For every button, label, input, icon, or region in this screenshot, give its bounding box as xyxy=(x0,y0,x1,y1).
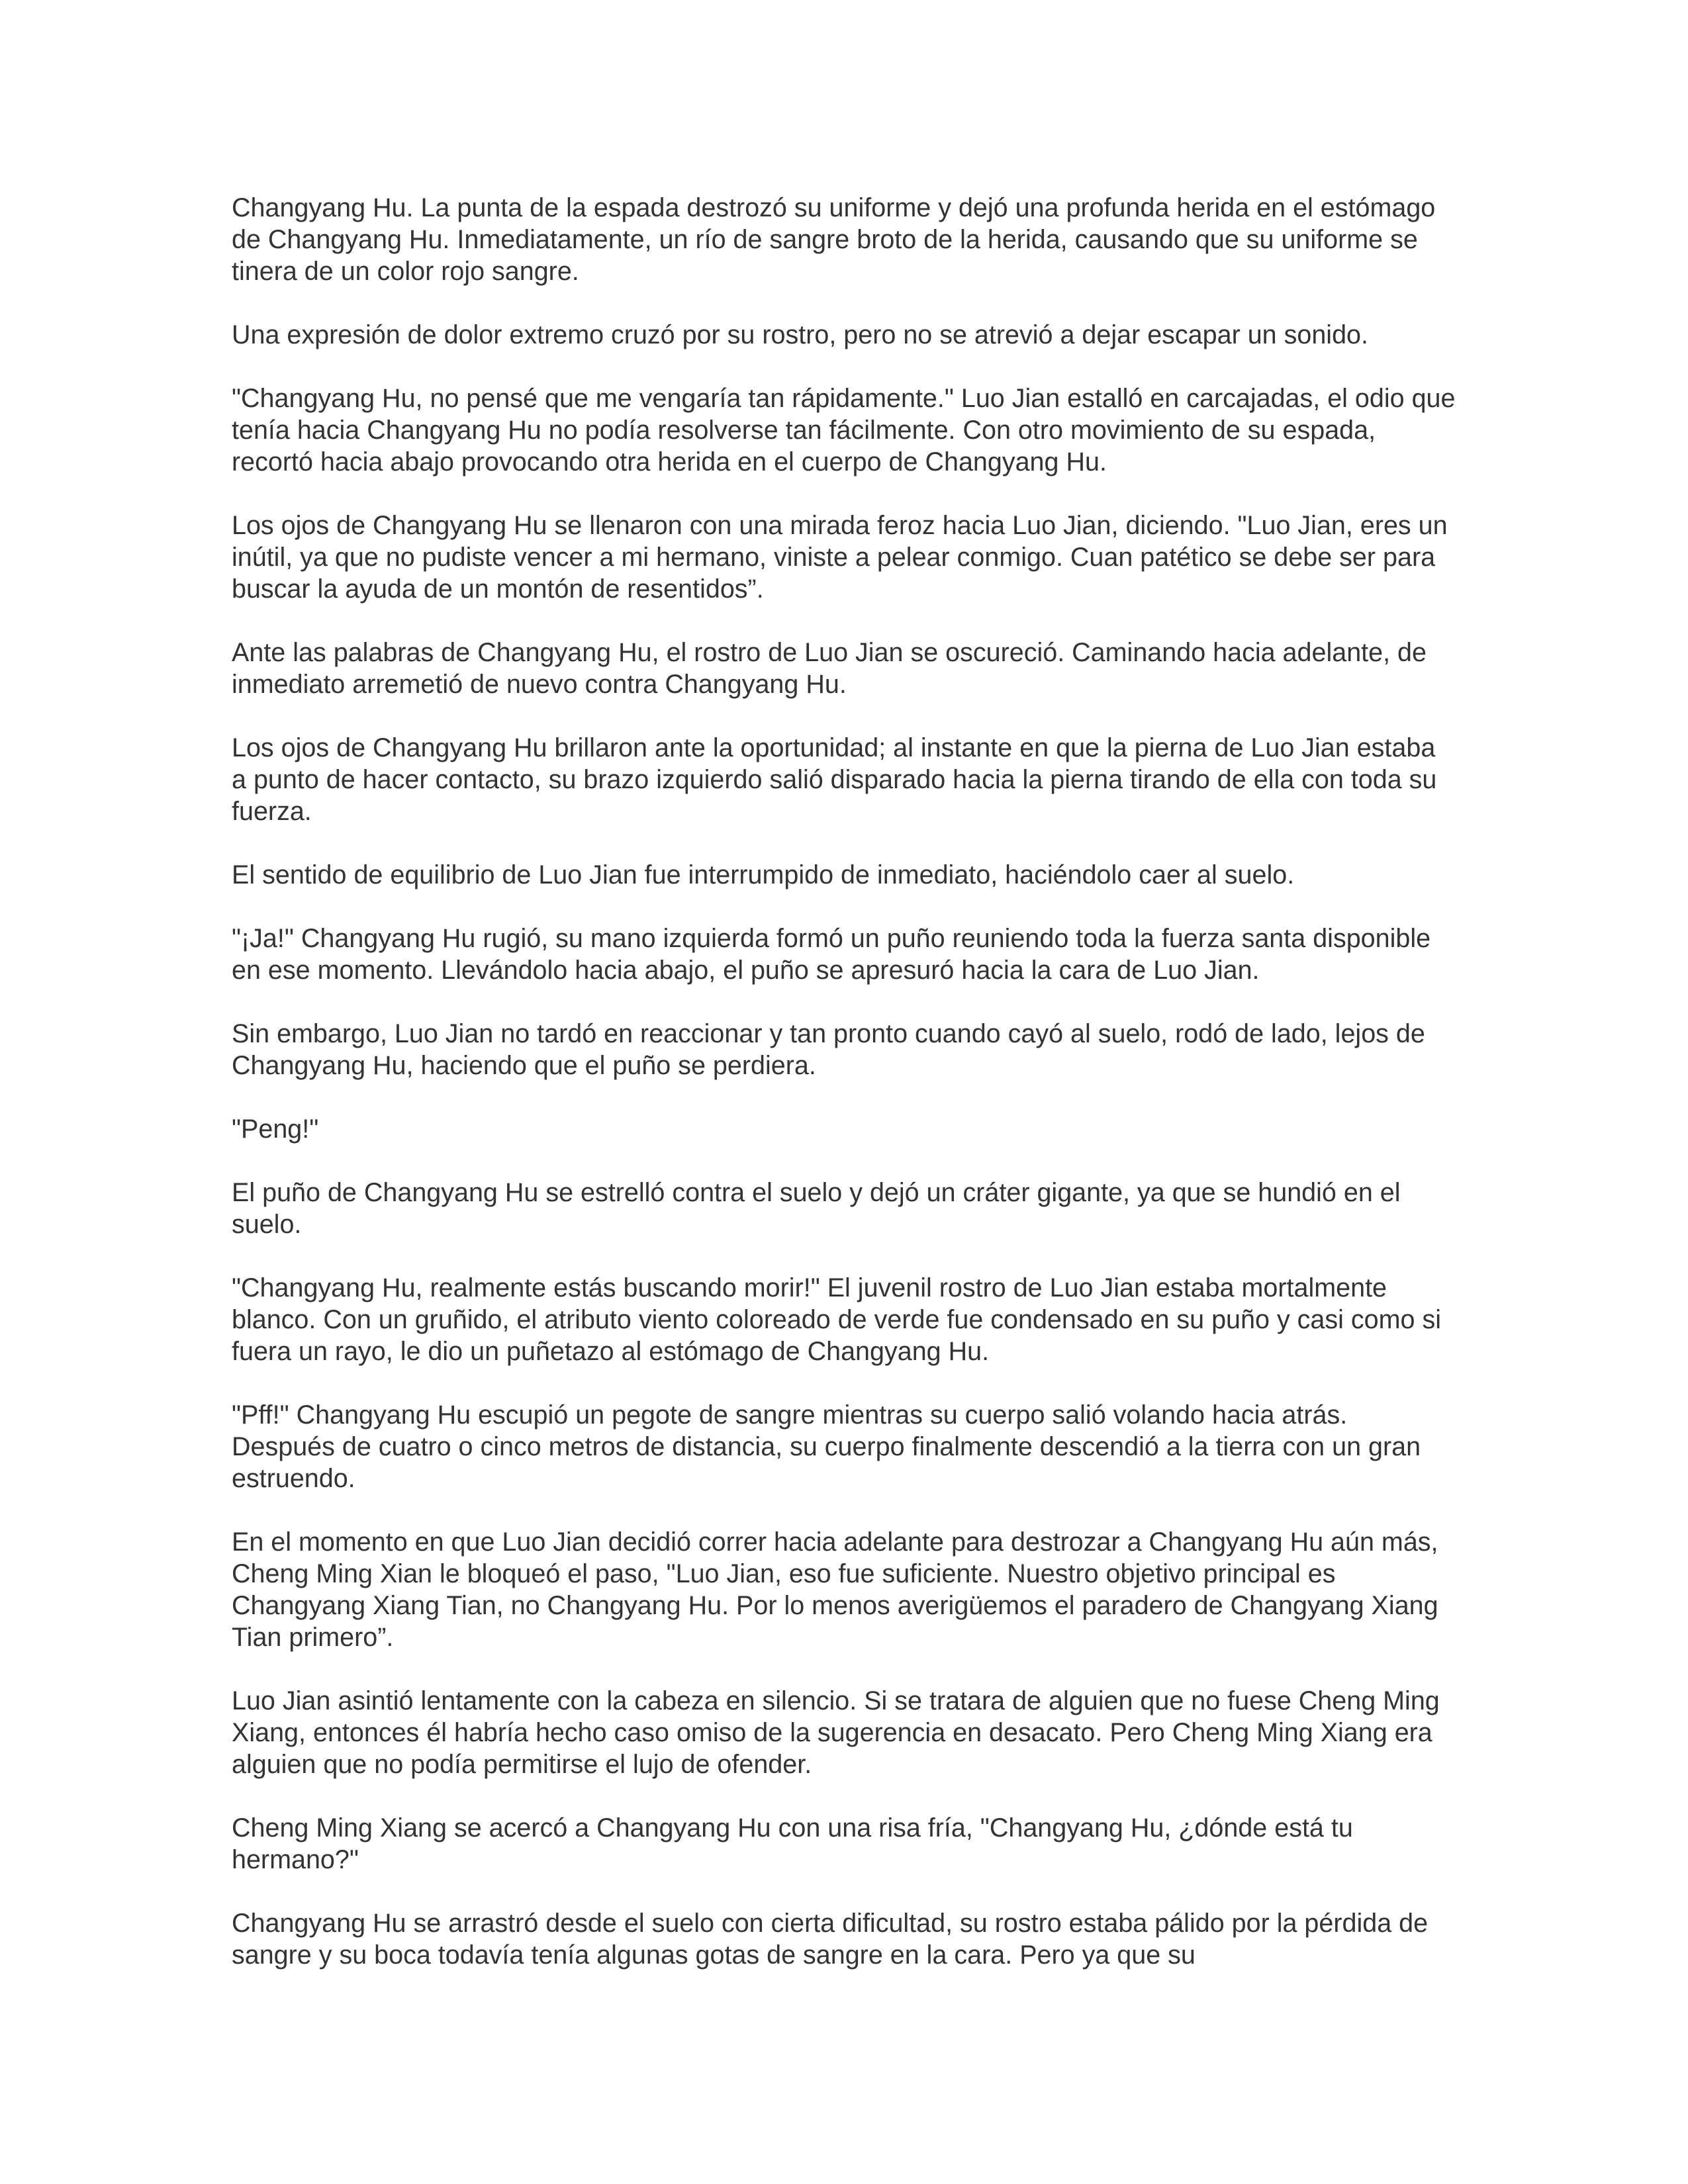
paragraph: Una expresión de dolor extremo cruzó por su rostro, pero no se atrevió a dejar escapar un sonido. xyxy=(232,320,1368,349)
paragraph: El sentido de equilibrio de Luo Jian fue interrumpido de inmediato, haciéndolo caer al suelo. xyxy=(232,860,1295,889)
document-body xyxy=(232,192,1456,2003)
paragraph: "Pff!" Changyang Hu escupió un pegote de sangre mientras su cuerpo salió volando hacia atrás. Después de cuatro o cinco metros de distancia, su cuerpo finalmente descendió a la tierra con un gran estruendo. xyxy=(232,1400,1421,1493)
paragraph: "¡Ja!" Changyang Hu rugió, su mano izquierda formó un puño reuniendo toda la fuerza santa disponible en ese momento. Llevándolo hacia abajo, el puño se apresuró hacia la cara de Luo Jian. xyxy=(232,924,1431,985)
paragraph: Changyang Hu. La punta de la espada destrozó su uniforme y dejó una profunda herida en el estómago de Changyang Hu. Inmediatamente, un río de sangre broto de la herida, causando que su uniforme se tinera de un color rojo sangre. xyxy=(232,193,1436,286)
paragraph: Sin embargo, Luo Jian no tardó en reaccionar y tan pronto cuando cayó al suelo, rodó de lado, lejos de Changyang Hu, haciendo que el puño se perdiera. xyxy=(232,1019,1425,1080)
paragraph: Los ojos de Changyang Hu brillaron ante la oportunidad; al instante en que la pierna de Luo Jian estaba a punto de hacer contacto, su brazo izquierdo salió disparado hacia la pierna tirando de ella con toda su fuerza. xyxy=(232,733,1437,826)
paragraph: Cheng Ming Xiang se acercó a Changyang Hu con una risa fría, "Changyang Hu, ¿dónde está tu hermano?" xyxy=(232,1813,1353,1874)
paragraph: "Changyang Hu, no pensé que me vengaría tan rápidamente." Luo Jian estalló en carcajadas, el odio que tenía hacia Changyang Hu no podía resolverse tan fácilmente. Con otro movimiento de su espada, recortó hacia abajo provocando otra herida en el cuerpo de Changyang Hu. xyxy=(232,384,1456,477)
paragraph: En el momento en que Luo Jian decidió correr hacia adelante para destrozar a Changyang Hu aún más, Cheng Ming Xian le bloqueó el paso, "Luo Jian, eso fue suficiente. Nuestro objetivo principal es Changyang Xiang Tian, no Changyang Hu. Por lo menos averigüemos el paradero de Changyang Xiang Tian primero”. xyxy=(232,1527,1438,1652)
paragraph: "Changyang Hu, realmente estás buscando morir!" El juvenil rostro de Luo Jian estaba mortalmente blanco. Con un gruñido, el atributo viento coloreado de verde fue condensado en su puño y casi como si fuera un rayo, le dio un puñetazo al estómago de Changyang Hu. xyxy=(232,1273,1441,1366)
paragraph: El puño de Changyang Hu se estrelló contra el suelo y dejó un cráter gigante, ya que se hundió en el suelo. xyxy=(232,1178,1401,1239)
paragraph: Ante las palabras de Changyang Hu, el rostro de Luo Jian se oscureció. Caminando hacia adelante, de inmediato arremetió de nuevo contra Changyang Hu. xyxy=(232,638,1427,699)
paragraph: Los ojos de Changyang Hu se llenaron con una mirada feroz hacia Luo Jian, diciendo. "Luo Jian, eres un inútil, ya que no pudiste vencer a mi hermano, viniste a pelear conmigo. Cuan patético se debe ser para buscar la ayuda de un montón de resentidos”. xyxy=(232,511,1448,604)
paragraph: "Peng!" xyxy=(232,1115,319,1144)
paragraph: Changyang Hu se arrastró desde el suelo con cierta dificultad, su rostro estaba pálido por la pérdida de sangre y su boca todavía tenía algunas gotas de sangre en la cara. Pero ya que su xyxy=(232,1909,1429,1970)
paragraph: Luo Jian asintió lentamente con la cabeza en silencio. Si se tratara de alguien que no fuese Cheng Ming Xiang, entonces él habría hecho caso omiso de la sugerencia en desacato. Pero Cheng Ming Xiang era alguien que no podía permitirse el lujo de ofender. xyxy=(232,1686,1440,1779)
